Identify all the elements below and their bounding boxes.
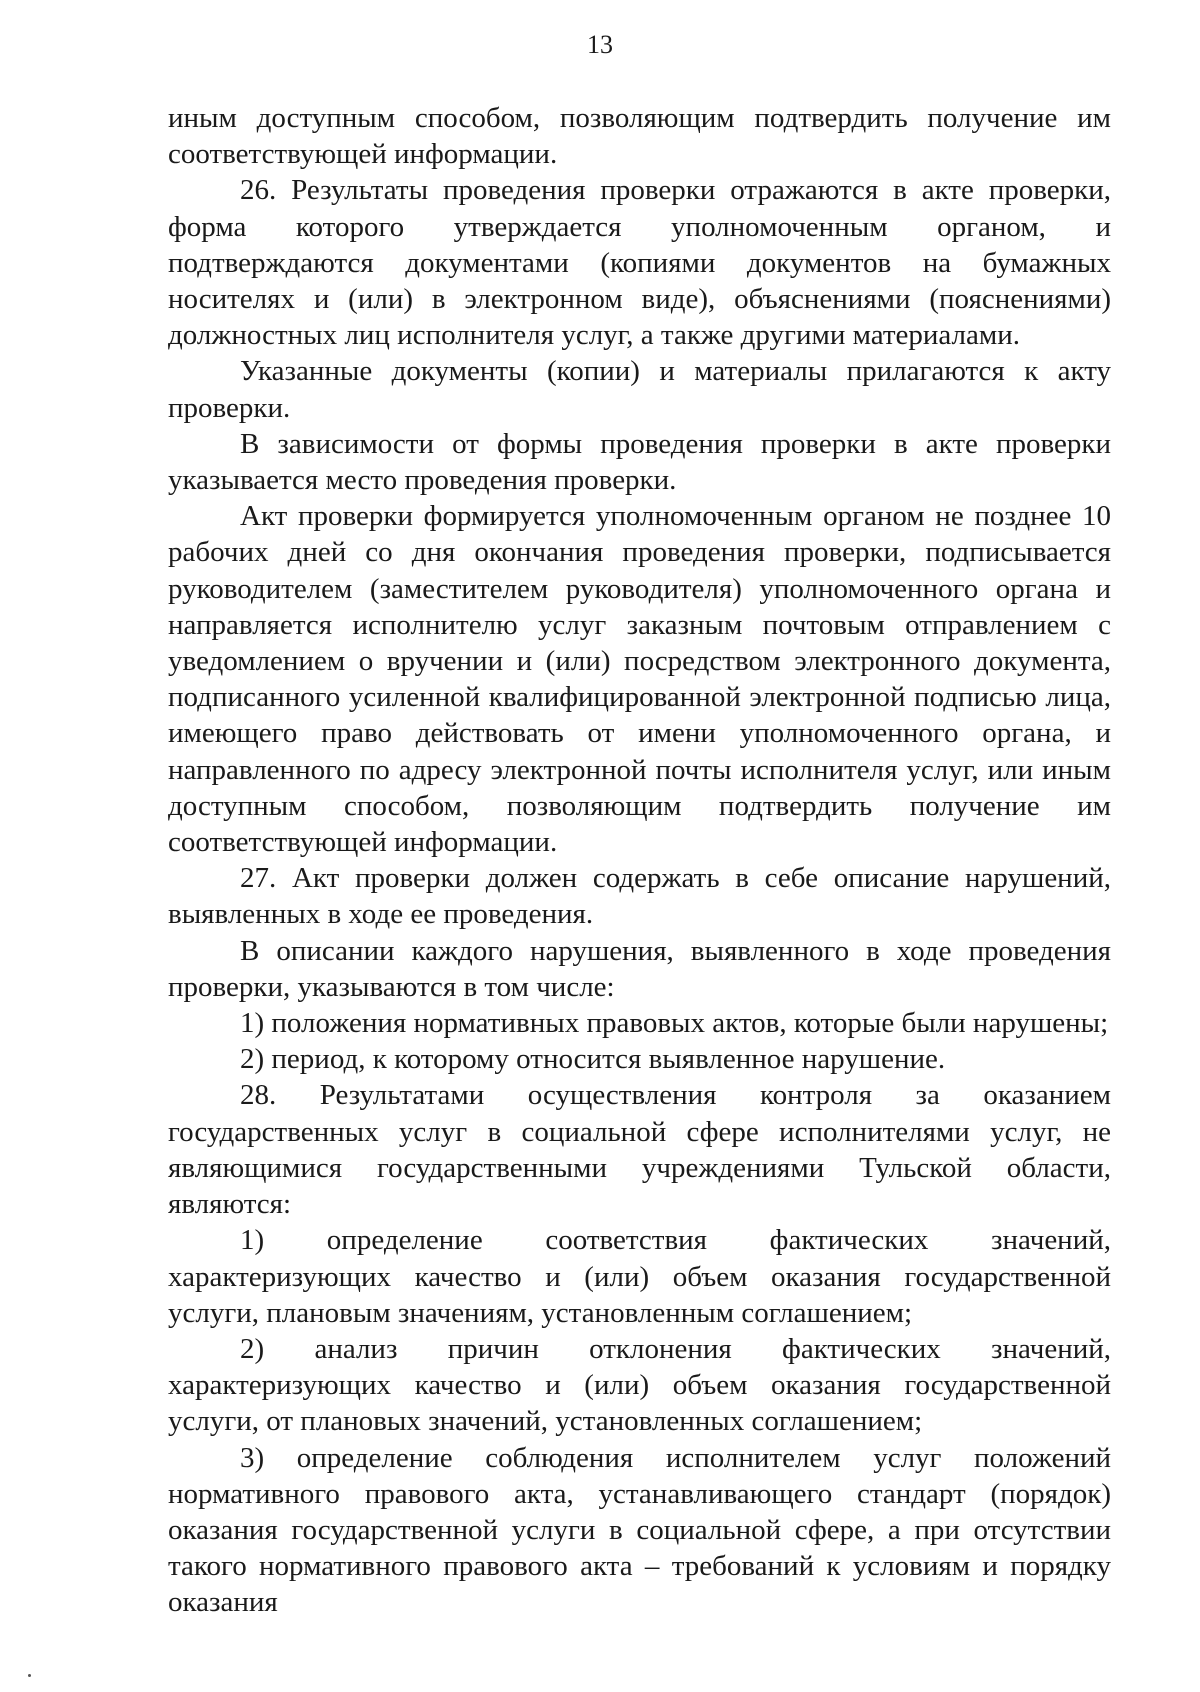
scan-speck <box>28 1674 31 1677</box>
list-item-result-1: 1) определение соответствия фактических значений, характеризующих качество и (или) объем оказания государственной услуги, плановым значениям, установленным соглашением; <box>168 1224 1111 1329</box>
paragraph-clause-28: 28. Результатами осуществления контроля за оказанием государственных услуг в социальной сфере исполнителями услуг, не являющимися государственными учреждениями Тульской области, являются: <box>168 1079 1111 1221</box>
document-body <box>168 100 1111 1621</box>
paragraph-act-formation: Акт проверки формируется уполномоченным органом не позднее 10 рабочих дней со дня окончания проведения проверки, подписывается руководителем (заместителем руководителя) уполномоченного органа и направляется исполнителю услуг заказным почтовым отправлением с уведомлением о вручении и (или) посредством электронного документа, подписанного усиленной квалифицированной электронной подписью лица, имеющего право действовать от имени уполномоченного органа, и направленного по адресу электронной почты исполнителя услуг, или иным доступным способом, позволяющим подтвердить получение им соответствующей информации. <box>168 500 1111 859</box>
paragraph-attached-documents: Указанные документы (копии) и материалы прилагаются к акту проверки. <box>168 355 1111 424</box>
paragraph-continuation: иным доступным способом, позволяющим подтвердить получение им соответствующей информации. <box>168 102 1111 171</box>
paragraph-inspection-place: В зависимости от формы проведения проверки в акте проверки указывается место проведения проверки. <box>168 427 1111 497</box>
page-number: 13 <box>587 30 613 59</box>
paragraph-clause-26: 26. Результаты проведения проверки отражаются в акте проверки, форма которого утверждается уполномоченным органом, и подтверждаются документами (копиями документов на бумажных носителях и (или) в электронном виде), объяснениями (пояснениями) должностных лиц исполнителя услуг, а также другими материалами. <box>168 174 1111 352</box>
list-item-result-3: 3) определение соблюдения исполнителем услуг положений нормативного правового акта, устанавливающего стандарт (порядок) оказания государственной услуги в социальной сфере, а при отсутствии такого нормативного правового акта – требований к условиям и порядку оказания <box>168 1441 1111 1619</box>
list-item-result-2: 2) анализ причин отклонения фактических значений, характеризующих качество и (или) объем оказания государственной услуги, от плановых значений, установленных соглашением; <box>168 1332 1111 1438</box>
paragraph-violation-description: В описании каждого нарушения, выявленного в ходе проведения проверки, указываются в том числе: <box>168 934 1111 1003</box>
paragraph-clause-27: 27. Акт проверки должен содержать в себе описание нарушений, выявленных в ходе ее проведения. <box>168 862 1111 931</box>
list-item-violation-1: 1) положения нормативных правовых актов, которые были нарушены; <box>240 1007 1109 1040</box>
list-item-violation-2: 2) период, к которому относится выявленное нарушение. <box>240 1043 946 1076</box>
